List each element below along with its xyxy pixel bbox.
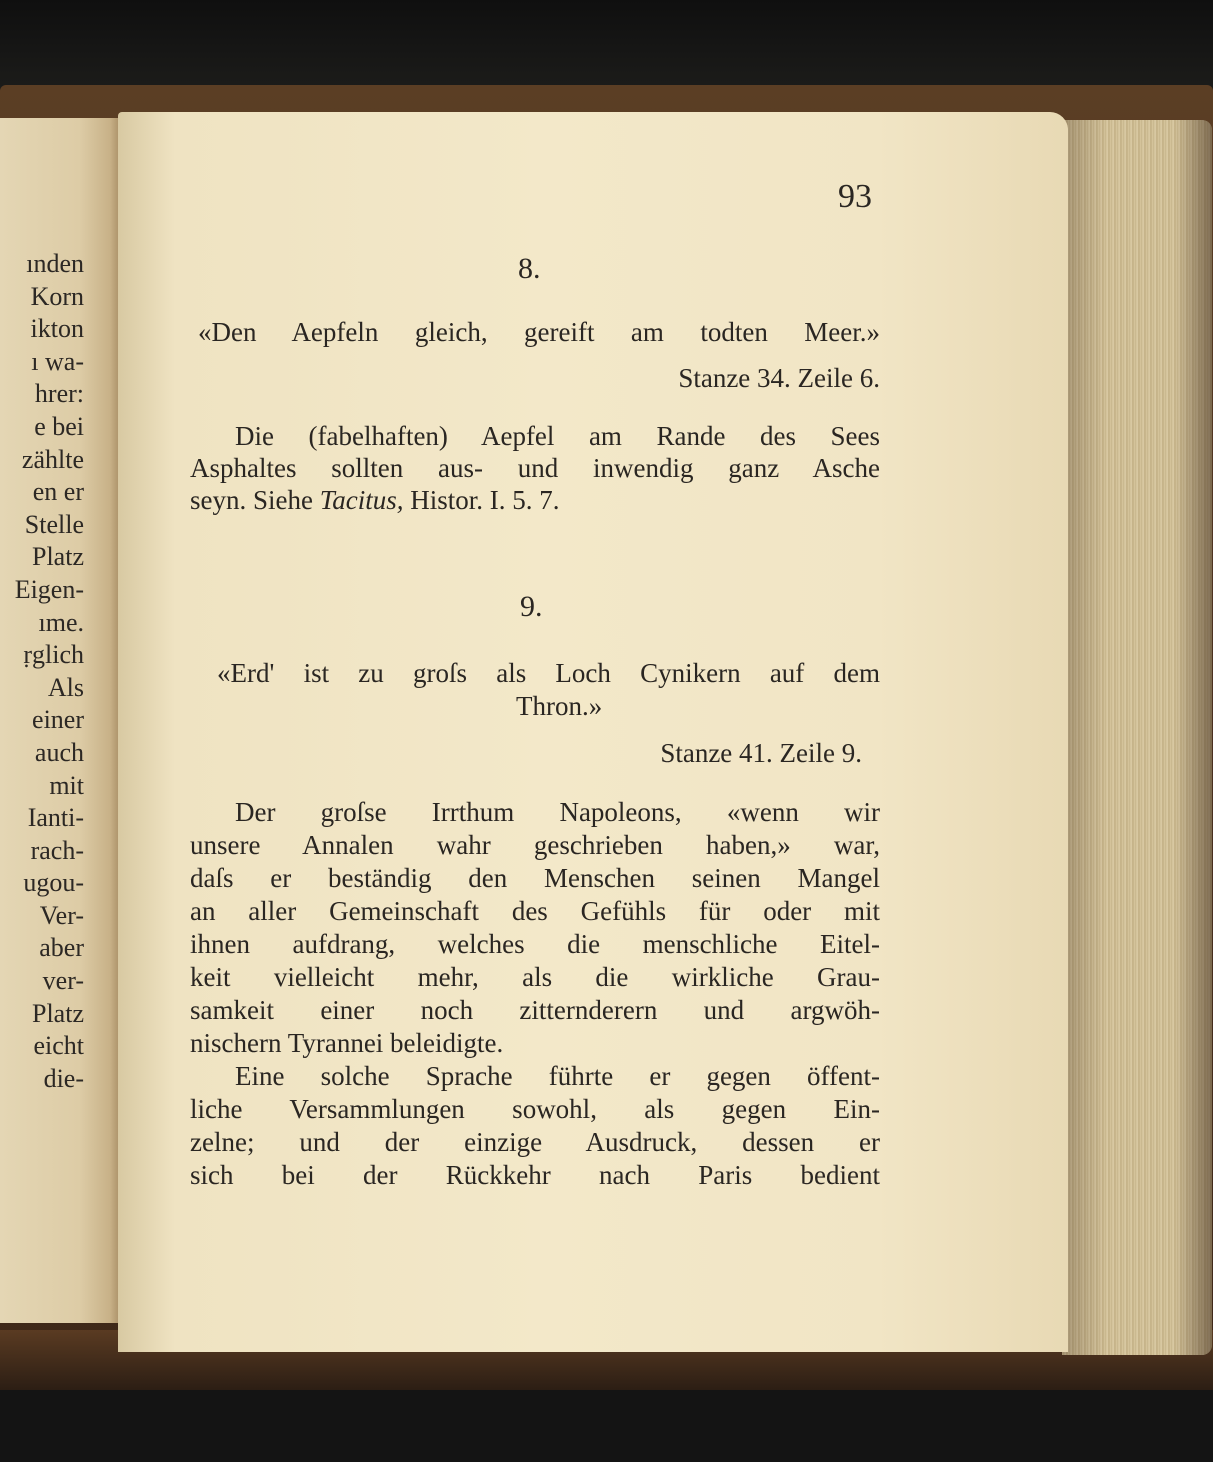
left-page-fragment: ınden [26, 249, 84, 278]
left-page-fragment: ver- [42, 966, 84, 996]
left-page-fragment: Korn [30, 281, 84, 311]
left-page-text-fragments [0, 248, 84, 1095]
left-page-fragment: e bei [34, 411, 84, 441]
note-9-p2-line-4: sich bei der Rückkehr nach Paris bedient [190, 1160, 880, 1190]
note-9-p1-line-6: keit vielleicht mehr, als die wirkliche Grau- [190, 962, 880, 992]
left-page-fragment: rach- [30, 835, 84, 865]
note-8-quote: «Den Aepfeln gleich, gereift am todten Meer.» [198, 317, 880, 347]
note-9-number: 9. [520, 590, 543, 623]
left-page-fragment: ugou- [23, 868, 84, 898]
left-page-fragment: ı wa- [31, 346, 84, 376]
left-page-fragment: en er [32, 477, 84, 507]
note-9-quote-line-2: Thron.» [516, 691, 603, 721]
left-page-fragment: Platz [32, 542, 84, 572]
note-9-p2-line-2: liche Versammlungen sowohl, als gegen Ein- [190, 1094, 880, 1124]
left-page-fragment: zählte [21, 444, 84, 474]
note-9-reference: Stanze 41. Zeile 9. [660, 738, 862, 768]
left-page-fragment: Ianti- [27, 803, 84, 833]
page-number: 93 [838, 178, 872, 215]
note-9-p1-line-3: daſs er beständig den Menschen seinen Mangel [190, 863, 880, 893]
page-edges-shade [1062, 120, 1212, 1355]
left-page-fragment: ıme. [38, 607, 84, 637]
note-9-quote-line-1: «Erd' ist zu groſs als Loch Cynikern auf dem [217, 658, 880, 688]
left-page-fragment: die- [43, 1063, 84, 1093]
note-9-p2-line-1: Eine solche Sprache führte er gegen öffent- [235, 1061, 880, 1091]
note-9-p1-line-5: ihnen aufdrang, welches die menschliche Eitel- [190, 929, 880, 959]
left-page-fragment: auch [34, 737, 84, 767]
left-page-fragment: eicht [33, 1031, 84, 1061]
note-8-line-3: seyn. Siehe Tacitus, Histor. I. 5. 7. [190, 485, 560, 515]
note-8-line-2: Asphaltes sollten aus- und inwendig ganz Asche [190, 453, 880, 483]
left-page-fragment: mit [49, 770, 84, 800]
left-page-fragment: aber [39, 933, 84, 963]
note-9-p2-line-3: zelne; und der einzige Ausdruck, dessen er [190, 1127, 880, 1157]
tacitus-italic: Tacitus, [319, 485, 404, 515]
left-page-fragment: Platz [32, 998, 84, 1028]
note-8-number: 8. [518, 252, 541, 285]
left-page-fragment: ṛglich [23, 640, 84, 670]
note-9-p1-line-8: nischern Tyrannei beleidigte. [190, 1028, 504, 1058]
note-9-p1-line-7: samkeit einer noch zitternderern und argwöh- [190, 995, 880, 1025]
left-page-fragment: hrer: [34, 379, 84, 409]
left-page-fragment: Eigen- [14, 574, 84, 604]
note-9-p1-line-2: unsere Annalen wahr geschrieben haben,» war, [190, 830, 880, 860]
left-page-fragment: Stelle [24, 509, 84, 539]
note-9-p1-line-4: an aller Gemeinschaft des Gefühls für oder mit [190, 896, 880, 926]
left-page-fragment: ikton [30, 314, 84, 344]
left-page-fragment: Als [47, 672, 84, 702]
left-page-fragment: Ver- [39, 900, 84, 930]
note-9-p1-line-1: Der groſse Irrthum Napoleons, «wenn wir [235, 797, 880, 827]
left-page-fragment: einer [32, 705, 84, 735]
note-8-reference: Stanze 34. Zeile 6. [678, 363, 880, 393]
scan-background [0, 0, 1213, 90]
note-8-line-1: Die (fabelhaften) Aepfel am Rande des Sees [235, 421, 880, 451]
